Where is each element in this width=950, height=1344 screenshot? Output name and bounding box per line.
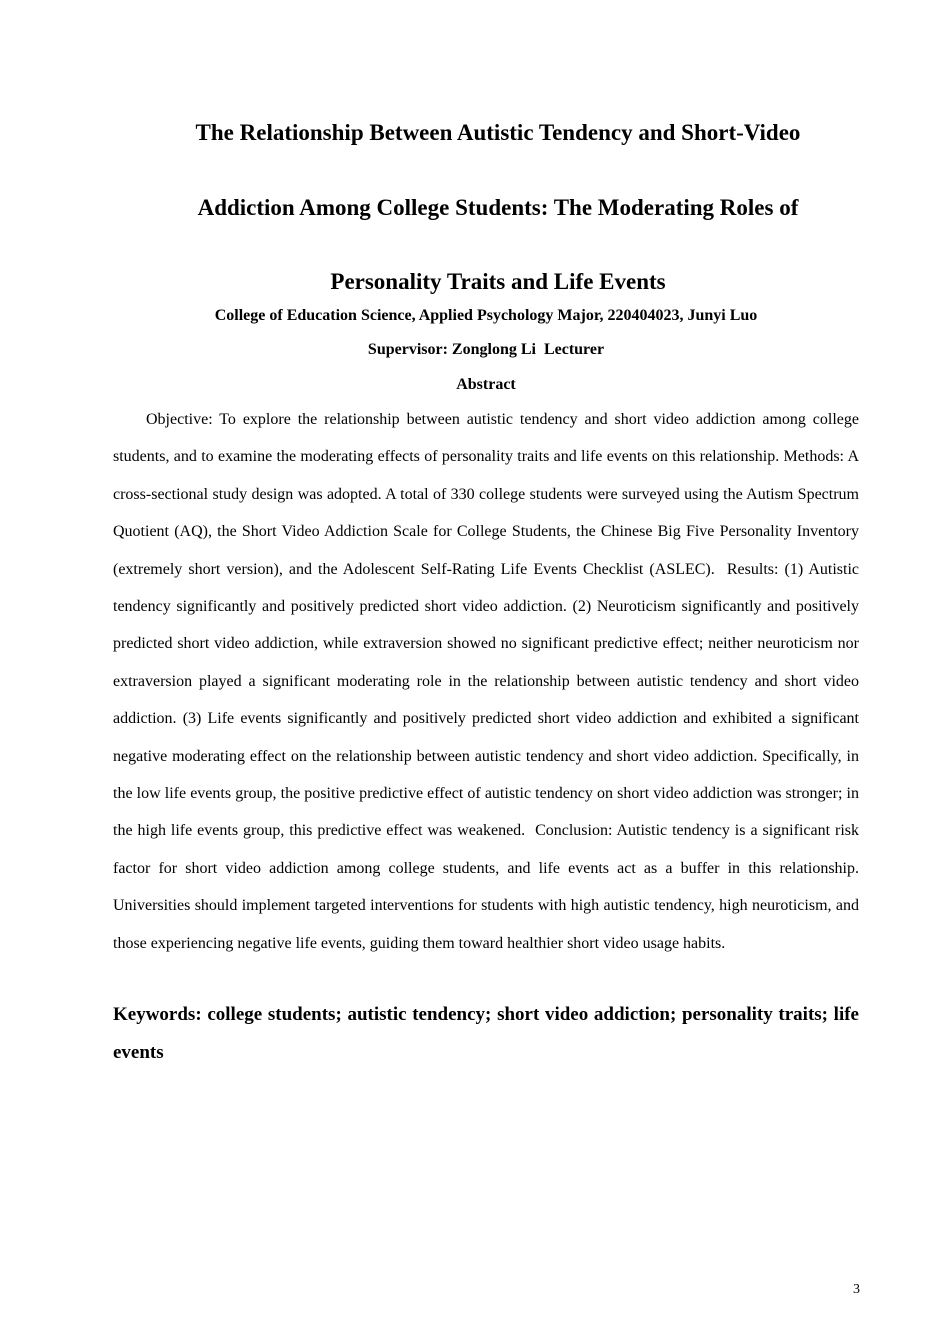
abstract-body: Objective: To explore the relationship between autistic tendency and short video addiction among college students, and to examine the moderating effects of personality traits and life events on this relationship. Methods: A cross-sectional study design was adopted. A total of 330 college students were surveyed using the Autism Spectrum Quotient (AQ), the Short Video Addiction Scale for College Students, the Chinese Big Five Personality Inventory (extremely short version), and the Adolescent Self-Rating Life Events Checklist (ASLEC). Results: (1) Autistic tendency significantly and positively predicted short video addiction. (2) Neuroticism significantly and positively predicted short video addiction, while extraversion showed no significant predictive effect; neither neuroticism nor extraversion played a significant moderating role in the relationship between autistic tendency and short video addiction. (3) Life events significantly and positively predicted short video addiction and exhibited a significant negative moderating effect on the relationship between autistic tendency and short video addiction. Specifically, in the low life events group, the positive predictive effect of autistic tendency on short video addiction was stronger; in the high life events group, this predictive effect was weakened. Conclusion: Autistic tendency is a significant risk factor for short video addiction among college students, and life events act as a buffer in this relationship. Universities should implement targeted interventions for students with high autistic tendency, high neuroticism, and those experiencing negative life events, guiding them toward healthier short video usage habits.: [113, 411, 863, 952]
abstract-heading: Abstract: [456, 376, 516, 393]
author-line: College of Education Science, Applied Psychology Major, 220404023, Junyi Luo: [214, 307, 758, 324]
paper-title: [150, 96, 846, 320]
supervisor-line: Supervisor: Zonglong Li Lecturer: [367, 341, 605, 358]
keywords: Keywords: college students; autistic tendency; short video addiction; personality traits; life events: [113, 1004, 859, 1063]
title-line-1: The Relationship Between Autistic Tendency and Short-Video: [195, 120, 801, 145]
page-number: 3: [853, 1282, 860, 1297]
title-line-2: Addiction Among College Students: The Moderating Roles of: [197, 194, 799, 220]
title-line-3: Personality Traits and Life Events: [330, 269, 666, 294]
